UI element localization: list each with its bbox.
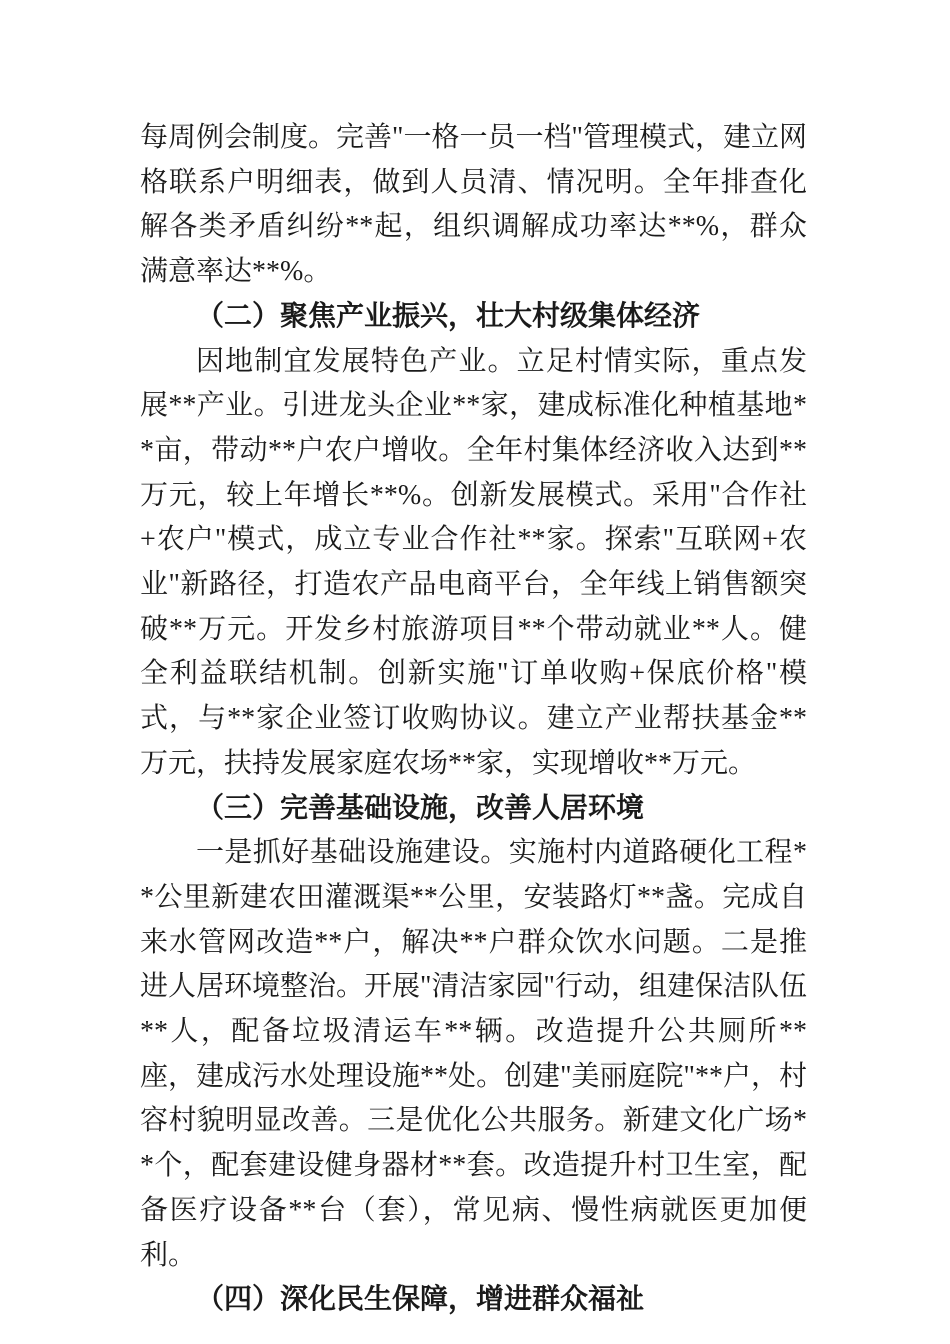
paragraph-governance-continued: 每周例会制度。完善"一格一员一档"管理模式，建立网格联系户明细表，做到人员清、情况明。全年排查化解各类矛盾纠纷**起，组织调解成功率达**%，群众满意率达**%。 (140, 122, 807, 288)
heading-section-3-infrastructure: （三）完善基础设施，改善人居环境 (196, 792, 645, 824)
paragraph-infrastructure-environment: 一是抓好基础设施建设。实施村内道路硬化工程**公里新建农田灌溉渠**公里，安装路灯**盏。完成自来水管网改造**户，解决**户群众饮水问题。二是推进人居环境整治。开展"清洁家园"行动，组建保洁队伍**人，配备垃圾清运车**辆。改造提升公共厕所**座，建成污水处理设施**处。创建"美丽庭院"**户，村容村貌明显改善。三是优化公共服务。新建文化广场**个，配套建设健身器材**套。改造提升村卫生室，配备医疗设备**台（套），常见病、慢性病就医更加便利。 (140, 837, 807, 1271)
heading-section-2-industry-revitalization: （二）聚焦产业振兴，壮大村级集体经济 (196, 300, 701, 332)
heading-section-4-livelihood-welfare: （四）深化民生保障，增进群众福祉 (196, 1284, 645, 1316)
paragraph-industry-development: 因地制宜发展特色产业。立足村情实际，重点发展**产业。引进龙头企业**家，建成标准化种植基地**亩，带动**户农户增收。全年村集体经济收入达到**万元，较上年增长**%。创新发展模式。采用"合作社+农户"模式，成立专业合作社**家。探索"互联网+农业"新路径，打造农产品电商平台，全年线上销售额突破**万元。开发乡村旅游项目**个带动就业**人。健全利益联结机制。创新实施"订单收购+保底价格"模式，与**家企业签订收购协议。建立产业帮扶基金**万元，扶持发展家庭农场**家，实现增收**万元。 (140, 345, 807, 779)
